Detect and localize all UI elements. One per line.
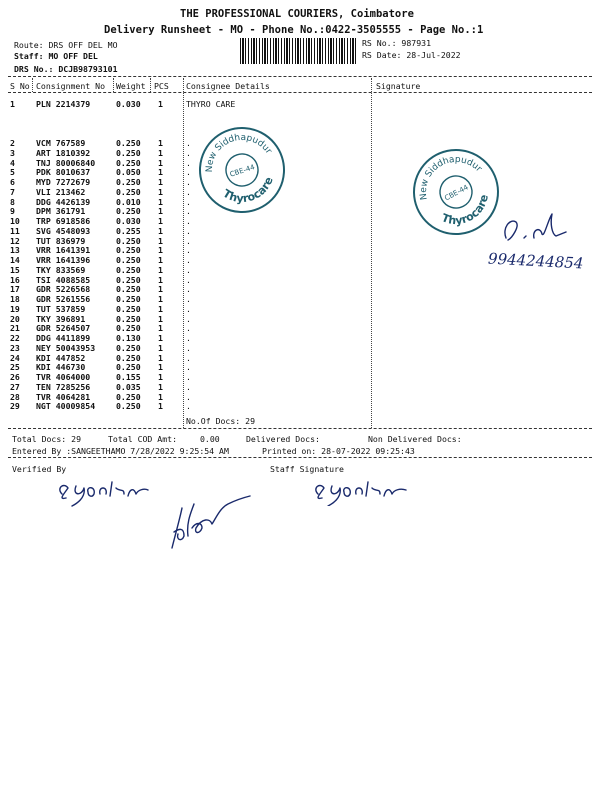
row-pcs: 1 [158,303,163,314]
col-divider [371,78,372,428]
row-pcs: 1 [158,372,163,382]
row-weight: 0.035 [116,381,141,392]
row-consignee-empty: . [186,177,191,187]
col-divider [150,78,151,92]
row-consignment: VLI 213462 [36,186,86,197]
row-weight: 0.250 [116,313,141,324]
row-weight: 0.010 [116,196,141,207]
row-weight: 0.030 [116,99,141,109]
row-consignment: VRR 1641396 [36,255,91,265]
row-weight: 0.250 [116,186,141,197]
row-pcs: 1 [158,245,163,256]
row-consignment: TUT 537859 [36,303,86,314]
row-sno: 29 [10,401,20,412]
row-consignee-empty: . [186,255,191,265]
row-pcs: 1 [158,323,163,334]
row-sno: 17 [10,284,20,295]
row-weight: 0.250 [116,284,141,295]
row-sno: 23 [10,342,20,353]
row-consignment: TNJ 80006840 [36,157,96,168]
row-sno: 5 [10,167,15,178]
stamp-text-top: New Siddhapudur [204,132,274,173]
row-consignment: VCM 767589 [36,138,86,148]
row-sno: 10 [10,216,20,226]
company-stamp [184,112,300,228]
row-pcs: 1 [158,284,163,295]
row-consignment: DDG 4426139 [36,196,91,207]
row-weight: 0.250 [116,303,141,314]
row-consignment: KDI 447852 [36,352,86,363]
row-weight: 0.250 [116,274,141,285]
row-sno: 18 [10,294,20,304]
row-pcs: 1 [158,235,163,246]
row-pcs: 1 [158,99,163,109]
row-sno: 19 [10,303,20,314]
row-consignment: KDI 446730 [36,362,86,373]
row-consignment: SVG 4548093 [36,225,91,236]
row-pcs: 1 [158,264,163,275]
no-of-docs: No.Of Docs: 29 [186,416,256,426]
delivered-docs: Delivered Docs: [246,434,320,444]
row-consignee-empty: . [186,362,191,373]
row-consignee-empty: . [186,138,191,148]
row-weight: 0.250 [116,342,141,353]
row-consignment: DPM 361791 [36,206,86,217]
row-weight: 0.030 [116,216,141,226]
row-pcs: 1 [158,225,163,236]
col-header-weight: Weight [116,81,146,91]
row-pcs: 1 [158,186,163,197]
row-consignee-empty: . [186,372,191,382]
row-consignee-empty: . [186,303,191,314]
row-consignee-empty: . [186,216,191,226]
row-sno: 1 [10,99,15,109]
row-consignee-empty: . [186,401,191,412]
row-consignment: TUT 836979 [36,235,86,246]
row-consignee-empty: . [186,206,191,217]
row-consignment: TSI 4088585 [36,274,91,285]
table-bottom-rule [8,428,592,429]
row-consignment: TVR 4064000 [36,372,91,382]
total-cod-label: Total COD Amt: [108,434,178,444]
table-header-rule [8,92,592,93]
verified-by-label: Verified By [12,464,67,474]
row-consignee-empty: . [186,274,191,285]
row-sno: 15 [10,264,20,275]
col-divider [183,78,184,428]
row-consignment: PLN 2214379 [36,99,91,109]
table-top-rule [8,76,592,77]
row-sno: 24 [10,352,20,363]
row-pcs: 1 [158,157,163,168]
row-consignment: GDR 5261556 [36,294,91,304]
row-pcs: 1 [158,177,163,187]
row-consignee: THYRO CARE [186,99,236,109]
row-sno: 7 [10,186,15,197]
row-pcs: 1 [158,255,163,265]
row-pcs: 1 [158,274,163,285]
row-weight: 0.130 [116,333,141,343]
row-consignee-empty: . [186,313,191,324]
row-weight: 0.250 [116,138,141,148]
row-weight: 0.250 [116,294,141,304]
row-sno: 13 [10,245,20,256]
row-consignee-empty: . [186,235,191,246]
row-consignment: GDR 5226568 [36,284,91,295]
row-weight: 0.250 [116,206,141,217]
row-consignee-empty: . [186,333,191,343]
drs-number: DRS No.: DCJB98793101 [14,64,118,74]
row-consignee-empty: . [186,245,191,256]
row-weight: 0.250 [116,245,141,256]
col-divider [32,78,33,92]
receiver-signature [166,488,266,558]
row-sno: 8 [10,196,15,207]
row-weight: 0.250 [116,264,141,275]
row-pcs: 1 [158,401,163,412]
row-consignment: PDK 8010637 [36,167,91,178]
row-pcs: 1 [158,147,163,158]
row-sno: 21 [10,323,20,334]
row-sno: 27 [10,381,20,392]
row-pcs: 1 [158,362,163,373]
row-consignment: TEN 7285256 [36,381,91,392]
row-sno: 2 [10,138,15,148]
row-consignee-empty: . [186,381,191,392]
row-sno: 3 [10,147,15,158]
row-consignment: ART 1810392 [36,147,91,158]
row-consignee-empty: . [186,167,191,178]
row-pcs: 1 [158,138,163,148]
printed-on: Printed on: 28-07-2022 09:25:43 [262,446,415,456]
row-sno: 9 [10,206,15,217]
row-weight: 0.250 [116,255,141,265]
row-weight: 0.250 [116,401,141,412]
row-weight: 0.250 [116,157,141,168]
row-weight: 0.250 [116,362,141,373]
row-consignment: GDR 5264507 [36,323,91,334]
col-header-pcs: PCS [154,81,169,91]
row-consignee-empty: . [186,147,191,158]
row-weight: 0.250 [116,177,141,187]
row-pcs: 1 [158,167,163,178]
row-consignment: DDG 4411899 [36,333,91,343]
row-weight: 0.250 [116,323,141,334]
row-pcs: 1 [158,333,163,343]
col-header-consignment: Consignment No [36,81,106,91]
row-consignment: TRP 6918586 [36,216,91,226]
row-consignee-empty: . [186,352,191,363]
row-consignee-empty: . [186,294,191,304]
row-consignment: NGT 40009854 [36,401,96,412]
row-pcs: 1 [158,294,163,304]
row-sno: 22 [10,333,20,343]
runsheet-title: Delivery Runsheet - MO - Phone No.:0422-3505555 - Page No.:1 [104,24,484,36]
row-pcs: 1 [158,391,163,402]
row-weight: 0.250 [116,147,141,158]
stamp-center: CBE-44 [443,183,470,203]
row-pcs: 1 [158,313,163,324]
row-consignee-empty: . [186,264,191,275]
row-pcs: 1 [158,352,163,363]
col-header-signature: Signature [376,81,421,91]
staff-label: Staff: MO OFF DEL [14,51,98,61]
col-header-sno: S No [10,81,30,91]
row-sno: 4 [10,157,15,168]
row-consignee-empty: . [186,391,191,402]
stamp-text-bottom: Thyrocare [220,175,276,206]
footer-rule [8,457,592,458]
total-cod-value: 0.00 [200,434,220,444]
row-consignee-empty: . [186,186,191,197]
row-weight: 0.250 [116,235,141,246]
stamp-text-top: New Siddhapudur [418,154,484,201]
row-weight: 0.255 [116,225,141,236]
row-sno: 11 [10,225,20,236]
row-sno: 25 [10,362,20,373]
row-weight: 0.250 [116,391,141,402]
row-consignment: VRR 1641391 [36,245,91,256]
row-sno: 14 [10,255,20,265]
row-consignee-empty: . [186,284,191,295]
row-sno: 6 [10,177,15,187]
total-docs: Total Docs: 29 [12,434,82,444]
rs-number: RS No.: 987931 [362,38,432,48]
row-weight: 0.155 [116,372,141,382]
row-consignment: TKY 833569 [36,264,86,275]
row-pcs: 1 [158,196,163,207]
staff-signature-label: Staff Signature [270,464,344,474]
stamp-text-bottom: Thyrocare [439,193,491,228]
col-divider [113,78,114,92]
handwritten-phone: 9944244854 [487,249,584,273]
col-header-consignee: Consignee Details [186,81,270,91]
row-weight: 0.050 [116,167,141,178]
non-delivered-docs: Non Delivered Docs: [368,434,462,444]
row-consignee-empty: . [186,157,191,168]
verified-by-signature [54,474,154,508]
row-consignment: TKY 396891 [36,313,86,324]
row-sno: 20 [10,313,20,324]
row-consignee-empty: . [186,342,191,353]
row-consignee-empty: . [186,225,191,236]
row-consignment: TVR 4064281 [36,391,91,402]
row-pcs: 1 [158,206,163,217]
row-sno: 26 [10,372,20,382]
row-pcs: 1 [158,342,163,353]
handwritten-signature [496,208,576,248]
barcode [240,38,358,64]
row-sno: 12 [10,235,20,246]
row-pcs: 1 [158,381,163,392]
row-consignee-empty: . [186,196,191,207]
rs-date: RS Date: 28-Jul-2022 [362,50,461,60]
row-pcs: 1 [158,216,163,226]
row-consignment: MYD 7272679 [36,177,91,187]
route-label: Route: DRS OFF DEL MO [14,40,118,50]
stamp-center: CBE-44 [228,163,256,179]
entered-by: Entered By :SANGEETHAMO 7/28/2022 9:25:54 AM [12,446,229,456]
row-weight: 0.250 [116,352,141,363]
row-consignment: NEY 50043953 [36,342,96,353]
staff-signature [310,472,410,506]
row-sno: 28 [10,391,20,402]
row-sno: 16 [10,274,20,285]
row-consignee-empty: . [186,323,191,334]
company-title: THE PROFESSIONAL COURIERS, Coimbatore [180,8,414,20]
